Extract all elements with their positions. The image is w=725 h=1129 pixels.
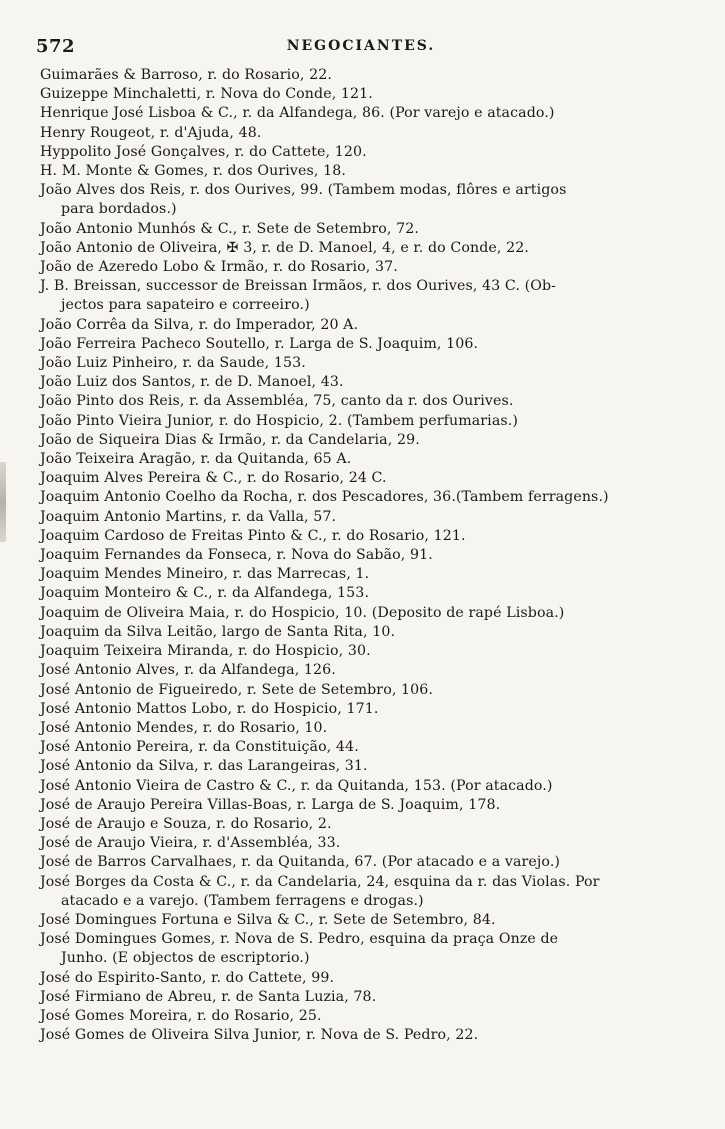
- list-item: [40, 508, 676, 527]
- entry-line: Joaquim de Oliveira Maia, r. do Hospicio, 10. (Deposito de rapé Lisboa.): [40, 604, 565, 621]
- entry-line: José Antonio Vieira de Castro & C., r. da Quitanda, 153. (Por atacado.): [40, 777, 553, 794]
- list-item: [40, 431, 676, 450]
- entry-continuation: Junho. (E objectos de escriptorio.): [61, 950, 310, 967]
- list-item: [40, 220, 676, 239]
- list-item: [40, 277, 676, 315]
- list-item: [40, 719, 676, 738]
- binding-shadow: [0, 462, 6, 542]
- list-item: [40, 911, 676, 930]
- list-item: [40, 412, 676, 431]
- entry-line: José Domingues Gomes, r. Nova de S. Pedro, esquina da praça Onze de: [40, 931, 559, 948]
- list-item: [40, 527, 676, 546]
- entry-line: João de Siqueira Dias & Irmão, r. da Candelaria, 29.: [40, 431, 420, 448]
- entry-line: Henry Rougeot, r. d'Ajuda, 48.: [40, 124, 262, 141]
- list-item: [40, 738, 676, 757]
- entry-line: Guimarães & Barroso, r. do Rosario, 22.: [40, 67, 332, 83]
- entry-line: José Antonio Alves, r. da Alfandega, 126.: [40, 662, 336, 679]
- list-item: [40, 316, 676, 335]
- page-number: 572: [36, 36, 76, 57]
- entry-line: Joaquim da Silva Leitão, largo de Santa Rita, 10.: [40, 623, 396, 640]
- list-item: [40, 873, 676, 911]
- list-item: [40, 469, 676, 488]
- list-item: [40, 565, 676, 584]
- list-item: [40, 604, 676, 623]
- list-item: [40, 546, 676, 565]
- entry-line: Joaquim Antonio Martins, r. da Valla, 57.: [40, 508, 337, 525]
- entry-line: Joaquim Teixeira Miranda, r. do Hospicio, 30.: [40, 643, 371, 660]
- entry-line: Joaquim Monteiro & C., r. da Alfandega, 153.: [40, 585, 370, 602]
- list-item: [40, 642, 676, 661]
- entry-line: José do Espirito-Santo, r. do Cattete, 99.: [40, 969, 335, 986]
- entry-continuation: jectos para sapateiro e correeiro.): [61, 297, 310, 314]
- list-item: [40, 373, 676, 392]
- entry-line: José de Barros Carvalhaes, r. da Quitanda, 67. (Por atacado e a varejo.): [40, 854, 561, 871]
- list-item: [40, 335, 676, 354]
- list-item: [40, 143, 676, 162]
- list-item: [40, 584, 676, 603]
- list-item: [40, 623, 676, 642]
- entry-line: José Gomes Moreira, r. do Rosario, 25.: [40, 1007, 322, 1024]
- list-item: [40, 777, 676, 796]
- entry-line: Henrique José Lisboa & C., r. da Alfandega, 86. (Por varejo e atacado.): [40, 105, 555, 122]
- merchant-list: [40, 66, 676, 1045]
- page-header: [36, 36, 686, 58]
- list-item: [40, 162, 676, 181]
- entry-line: H. M. Monte & Gomes, r. dos Ourives, 18.: [40, 163, 346, 180]
- list-item: [40, 834, 676, 853]
- entry-line: Joaquim Antonio Coelho da Rocha, r. dos Pescadores, 36.(Tambem ferragens.): [40, 489, 609, 506]
- entry-line: José Antonio Mattos Lobo, r. do Hospicio, 171.: [40, 700, 379, 717]
- list-item: [40, 258, 676, 277]
- list-item: [40, 681, 676, 700]
- entry-line: João de Azeredo Lobo & Irmão, r. do Rosario, 37.: [40, 259, 398, 276]
- list-item: [40, 66, 676, 85]
- list-item: [40, 930, 676, 968]
- list-item: [40, 988, 676, 1007]
- entry-line: José Antonio Mendes, r. do Rosario, 10.: [40, 719, 328, 736]
- list-item: [40, 354, 676, 373]
- entry-line: J. B. Breissan, successor de Breissan Irmãos, r. dos Ourives, 43 C. (Ob-: [40, 278, 557, 295]
- entry-line: Guizeppe Minchaletti, r. Nova do Conde, 121.: [40, 86, 373, 103]
- list-item: [40, 969, 676, 988]
- entry-line: José Firmiano de Abreu, r. de Santa Luzia, 78.: [40, 988, 377, 1005]
- list-item: [40, 1007, 676, 1026]
- entry-continuation: atacado e a varejo. (Tambem ferragens e drogas.): [61, 892, 424, 909]
- list-item: [40, 815, 676, 834]
- entry-line: João Pinto Vieira Junior, r. do Hospicio, 2. (Tambem perfumarias.): [40, 412, 519, 429]
- list-item: [40, 392, 676, 411]
- entry-line: João Corrêa da Silva, r. do Imperador, 20 A.: [40, 316, 359, 333]
- entry-line: Joaquim Fernandes da Fonseca, r. Nova do Sabão, 91.: [40, 547, 433, 564]
- list-item: [40, 85, 676, 104]
- list-item: [40, 1026, 676, 1045]
- list-item: [40, 853, 676, 872]
- list-item: [40, 181, 676, 219]
- list-item: [40, 796, 676, 815]
- entry-line: José Antonio da Silva, r. das Larangeiras, 31.: [40, 758, 368, 775]
- list-item: [40, 124, 676, 143]
- list-item: [40, 700, 676, 719]
- entry-line: João Teixeira Aragão, r. da Quitanda, 65 A.: [40, 451, 352, 468]
- list-item: [40, 104, 676, 123]
- entry-line: João Luiz dos Santos, r. de D. Manoel, 43.: [40, 374, 344, 391]
- entry-line: José Gomes de Oliveira Silva Junior, r. Nova de S. Pedro, 22.: [40, 1027, 479, 1044]
- entry-line: Hyppolito José Gonçalves, r. do Cattete, 120.: [40, 143, 367, 160]
- entry-line: José Antonio de Figueiredo, r. Sete de Setembro, 106.: [40, 681, 434, 698]
- entry-line: José Antonio Pereira, r. da Constituição, 44.: [40, 739, 359, 756]
- entry-line: João Ferreira Pacheco Soutello, r. Larga de S. Joaquim, 106.: [40, 335, 479, 352]
- entry-line: José Borges da Costa & C., r. da Candelaria, 24, esquina da r. das Violas. Por: [40, 873, 600, 890]
- entry-line: José Domingues Fortuna e Silva & C., r. Sete de Setembro, 84.: [40, 911, 496, 928]
- entry-line: Joaquim Mendes Mineiro, r. das Marrecas, 1.: [40, 566, 370, 583]
- list-item: [40, 450, 676, 469]
- entry-line: José de Araujo Pereira Villas-Boas, r. Larga de S. Joaquim, 178.: [40, 796, 501, 813]
- list-item: [40, 757, 676, 776]
- entry-continuation: para bordados.): [61, 201, 177, 218]
- entry-line: João Luiz Pinheiro, r. da Saude, 153.: [40, 355, 306, 372]
- list-item: [40, 661, 676, 680]
- entry-line: José de Araujo e Souza, r. do Rosario, 2.: [40, 815, 332, 832]
- entry-line: João Antonio Munhós & C., r. Sete de Setembro, 72.: [40, 220, 419, 237]
- list-item: [40, 239, 676, 258]
- entry-line: João Antonio de Oliveira, ✠ 3, r. de D. Manoel, 4, e r. do Conde, 22.: [40, 239, 529, 256]
- entry-line: Joaquim Cardoso de Freitas Pinto & C., r. do Rosario, 121.: [40, 527, 466, 544]
- entry-line: João Pinto dos Reis, r. da Assembléa, 75, canto da r. dos Ourives.: [40, 393, 514, 410]
- entry-line: José de Araujo Vieira, r. d'Assembléa, 33.: [40, 835, 341, 852]
- running-title: NEGOCIANTES.: [286, 38, 436, 54]
- entry-line: João Alves dos Reis, r. dos Ourives, 99. (Tambem modas, flôres e artigos: [40, 182, 567, 199]
- list-item: [40, 488, 676, 507]
- entry-line: Joaquim Alves Pereira & C., r. do Rosario, 24 C.: [40, 470, 387, 487]
